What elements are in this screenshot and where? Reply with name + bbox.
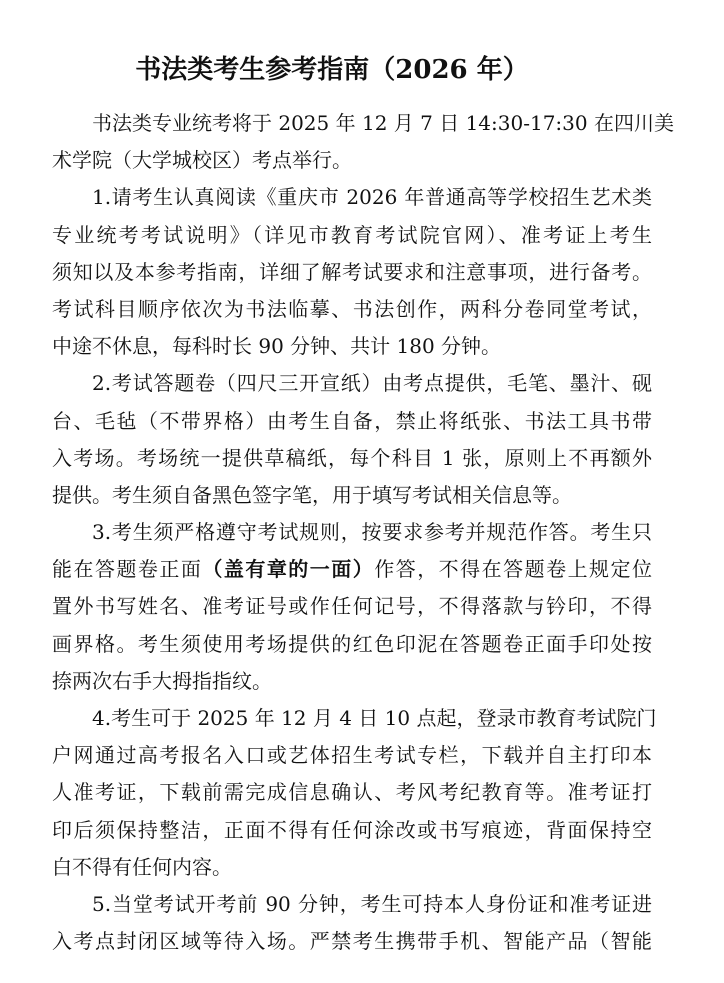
text-line: 2.考试答题卷（四尺三开宣纸）由考点提供，毛笔、墨汁、砚 [92,371,652,396]
text-line: 捺两次右手大拇指指纹。 [52,668,272,693]
paragraph-item-4 [52,700,657,886]
text-line: 术学院（大学城校区）考点举行。 [52,148,352,173]
text-line: 印后须保持整洁，正面不得有任何涂改或书写痕迹，背面保持空 [52,817,652,842]
text-segment: 作答，不得在答题卷上规定位 [374,557,653,582]
text-line: 户网通过高考报名入口或艺体招生考试专栏，下载并自主打印本 [52,743,652,768]
paragraph-item-3 [52,514,652,700]
emphasis-text: （盖有章的一面） [202,557,375,582]
page-title: 书法类考生参考指南（2026 年） [135,55,529,85]
text-line [52,551,652,588]
text-line: 专业统考考试说明》（详见市教育考试院官网）、准考证上考生 [52,222,652,247]
text-line: 白不得有任何内容。 [52,854,232,879]
text-line: 1.请考生认真阅读《重庆市 2026 年普通高等学校招生艺术类 [92,185,652,210]
text-line: 入考场。考场统一提供草稿纸，每个科目 1 张，原则上不再额外 [52,445,652,470]
text-line: 须知以及本参考指南，详细了解考试要求和注意事项，进行备考。 [52,259,652,284]
paragraph-item-2 [52,365,652,514]
text-line: 提供。考生须自备黑色签字笔，用于填写考试相关信息等。 [52,482,572,507]
text-line: 5.当堂考试开考前 90 分钟，考生可持本人身份证和准考证进 [92,891,652,916]
document-body [52,105,674,960]
paragraph-item-5 [52,886,652,960]
text-line: 考试科目顺序依次为书法临摹、书法创作，两科分卷同堂考试， [52,296,652,321]
text-line: 台、毛毡（不带界格）由考生自备，禁止将纸张、书法工具书带 [52,408,652,433]
text-line: 4.考生可于 2025 年 12 月 4 日 10 点起，登录市教育考试院门 [92,706,657,730]
paragraph-item-1 [52,179,652,365]
text-line: 画界格。考生须使用考场提供的红色印泥在答题卷正面手印处按 [52,631,652,656]
text-line: 3.考生须严格遵守考试规则，按要求参考并规范作答。考生只 [92,520,652,545]
text-line: 置外书写姓名、准考证号或作任何记号，不得落款与钤印，不得 [52,594,652,619]
text-line: 人准考证，下载前需完成信息确认、考风考纪教育等。准考证打 [52,780,652,805]
text-line: 中途不休息，每科时长 90 分钟、共计 180 分钟。 [52,334,502,359]
paragraph-intro [52,105,674,179]
text-segment: 能在答题卷正面 [52,557,203,582]
text-line: 入考点封闭区域等待入场。严禁考生携带手机、智能产品（智能 [52,929,652,954]
text-line: 书法类专业统考将于 2025 年 12 月 7 日 14:30-17:30 在四川美 [92,111,674,135]
